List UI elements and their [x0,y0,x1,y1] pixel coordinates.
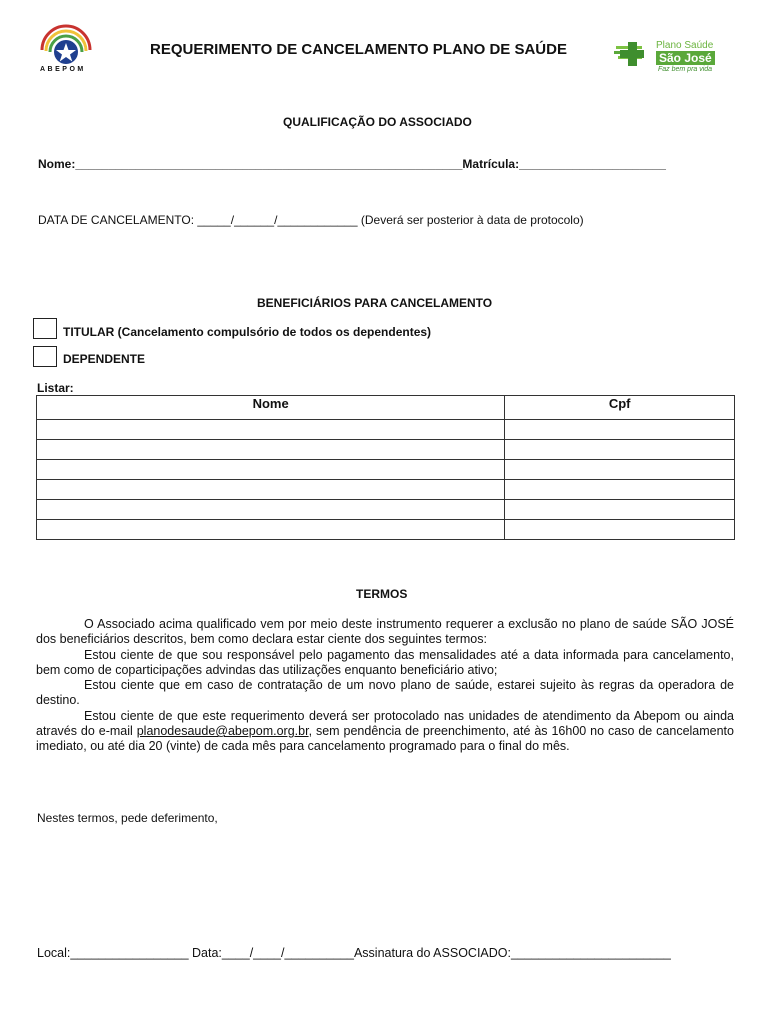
cpf-cell[interactable] [505,520,735,540]
nome-cell[interactable] [37,480,505,500]
termos-heading: TERMOS [356,587,408,601]
beneficiarios-table [36,395,735,540]
logo-line-1: Plano Saúde [656,40,714,51]
titular-label: TITULAR (Cancelamento compulsório de todos os dependentes) [63,325,432,339]
column-header-cpf: Cpf [505,396,735,420]
nome-cell[interactable] [37,440,505,460]
termos-body [36,617,734,755]
data-cancelamento-field[interactable]: DATA DE CANCELAMENTO: _____/______/____________ (Deverá ser posterior à data de protocolo) [38,213,584,227]
termos-paragraph: Estou ciente que em caso de contratação de um novo plano de saúde, estarei sujeito às regras da operadora de destino. [36,678,734,708]
cpf-cell[interactable] [505,480,735,500]
qualificacao-heading: QUALIFICAÇÃO DO ASSOCIADO [283,115,472,129]
logo-tagline: Faz bem pra vida [658,66,713,73]
nome-cell[interactable] [37,500,505,520]
logo-line-2: São José [656,51,715,65]
cpf-cell[interactable] [505,500,735,520]
plano-saude-logo [614,38,714,78]
page-title: REQUERIMENTO DE CANCELAMENTO PLANO DE SAÚDE [150,41,567,58]
signature-line[interactable]: Local:_________________ Data:____/____/__________Assinatura do ASSOCIADO:_______________________ [37,946,671,960]
table-row [37,460,735,480]
listar-label: Listar: [37,381,74,395]
termos-paragraph: O Associado acima qualificado vem por meio deste instrumento requerer a exclusão no plano de saúde SÃO JOSÉ dos beneficiários descritos, bem como declara estar ciente dos seguintes termos: [36,617,734,647]
closing-text: Nestes termos, pede deferimento, [37,811,218,825]
termos-paragraph: Estou ciente de que sou responsável pelo pagamento das mensalidades até a data informada para cancelamento, bem como de coparticipações advindas das utilizações enquanto beneficiário ativo; [36,647,734,677]
abepom-emblem-icon [36,24,96,68]
nome-cell[interactable] [37,520,505,540]
table-row [37,520,735,540]
table-row [37,480,735,500]
abepom-logo [36,24,96,76]
dependente-label: DEPENDENTE [63,352,146,366]
termos-text: , sem pendência de preenchimento, até às 16h00 no caso de cancelamento imediato, ou até dia 20 (vinte) de cada mês para cancelamento programado para o final do mês. [36,724,734,754]
nome-matricula-field[interactable]: Nome:__________________________________________________________Matrícula:______________________ [38,157,666,171]
dependente-checkbox[interactable] [33,346,57,367]
nome-cell[interactable] [37,420,505,440]
cpf-cell[interactable] [505,440,735,460]
termos-paragraph [36,709,734,755]
titular-checkbox[interactable] [33,318,57,339]
nome-cell[interactable] [37,460,505,480]
table-header-row [37,396,735,420]
column-header-nome: Nome [37,396,505,420]
cpf-cell[interactable] [505,420,735,440]
green-cross-icon [614,40,654,70]
table-row [37,500,735,520]
org-name: ABEPOM [40,66,86,73]
termos-text: Estou ciente de que este requerimento deverá ser protocolado nas unidades de atendimento da Abepom ou ainda através do e-mail [36,708,734,739]
beneficiarios-heading: BENEFICIÁRIOS PARA CANCELAMENTO [257,296,493,310]
table-row [37,420,735,440]
cpf-cell[interactable] [505,460,735,480]
table-row [37,440,735,460]
email-link[interactable]: planodesaude@abepom.org.br [136,724,309,739]
